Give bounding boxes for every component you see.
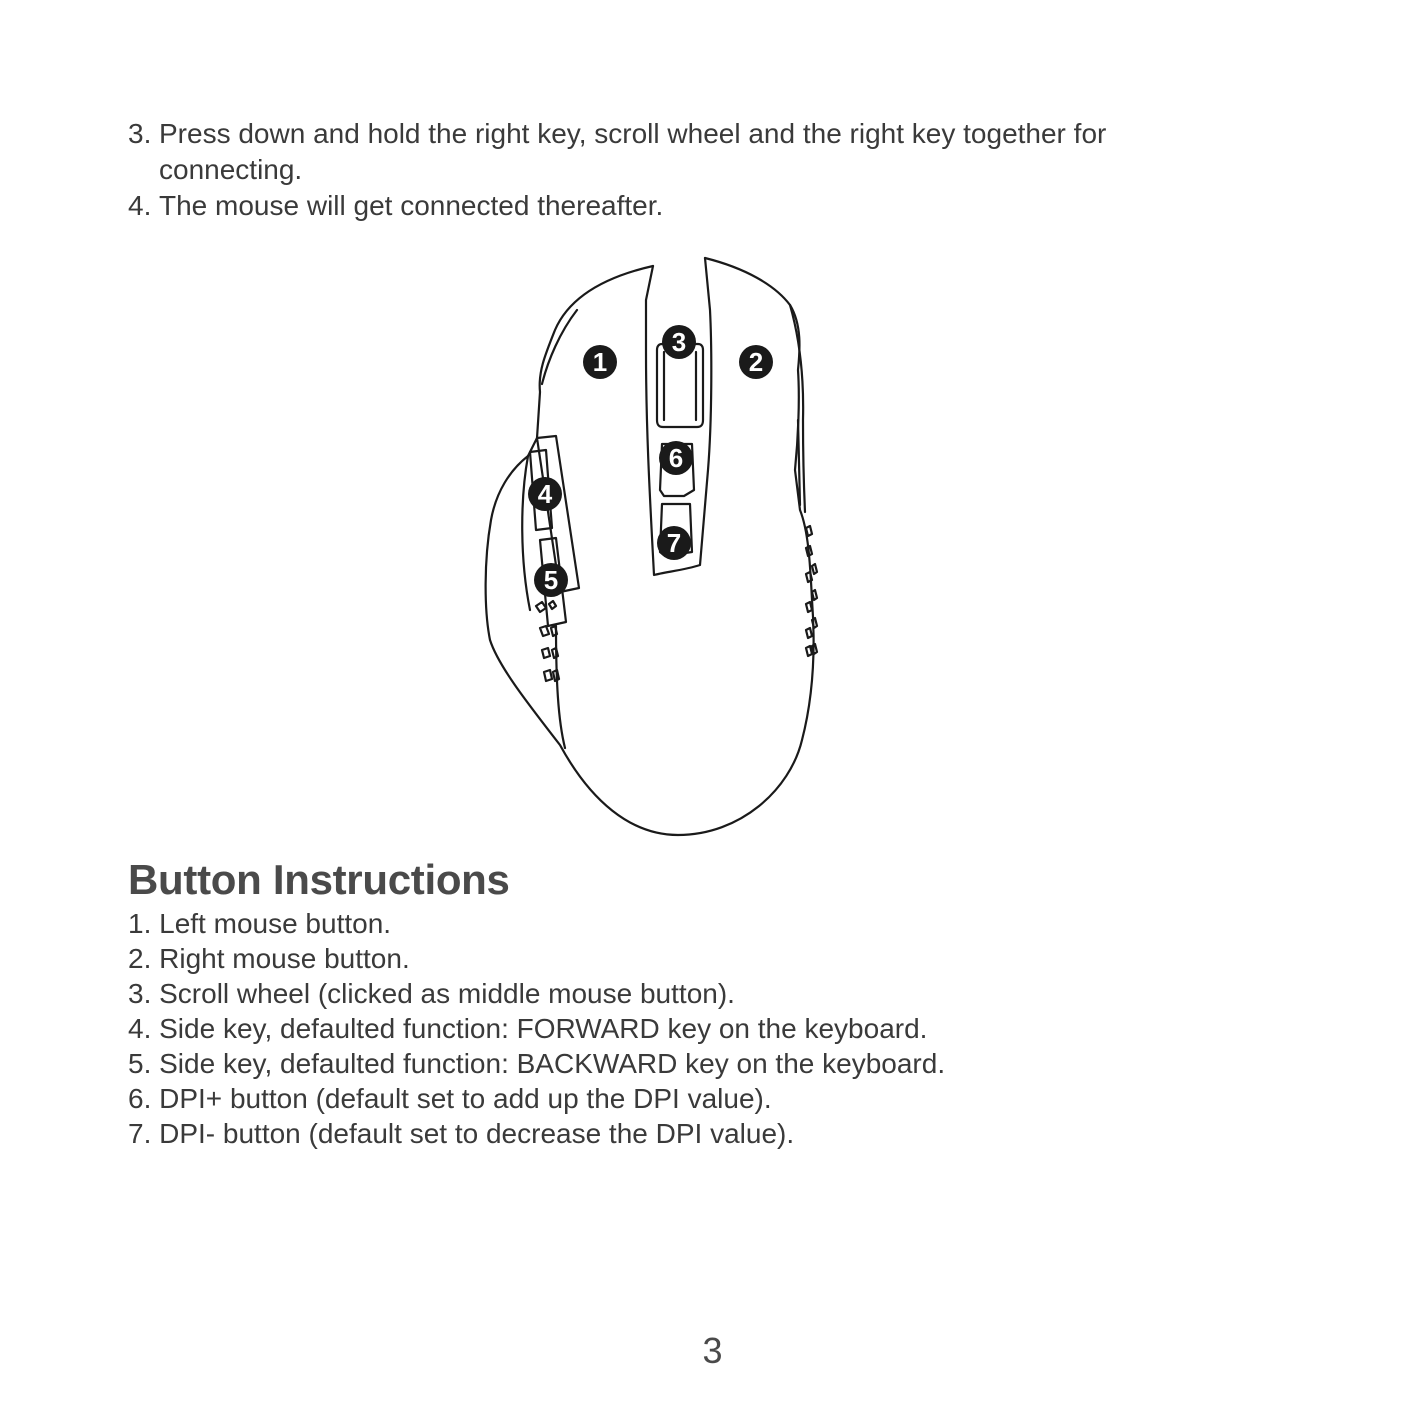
step-text: Press down and hold the right key, scroll wheel and the right key together for connecting.: [159, 118, 1107, 185]
step-item: [128, 188, 1228, 224]
callout-6: [659, 441, 693, 475]
callout-3: [662, 325, 696, 359]
callout-3-label: 3: [671, 327, 687, 357]
callout-2-label: 2: [748, 347, 764, 377]
list-item: 4. Side key, defaulted function: FORWARD key on the keyboard.: [128, 1013, 928, 1044]
button-instructions-list: [128, 906, 945, 1151]
step-text: The mouse will get connected thereafter.: [159, 190, 664, 221]
step-number: 4.: [128, 190, 152, 221]
list-item: 3. Scroll wheel (clicked as middle mouse button).: [128, 978, 735, 1009]
section-title: Button Instructions: [128, 856, 510, 903]
list-item: 6. DPI+ button (default set to add up the DPI value).: [128, 1083, 772, 1114]
callout-7: [657, 526, 691, 560]
mouse-body-outline: [486, 258, 814, 835]
callout-7-label: 7: [666, 528, 682, 558]
callout-4: [528, 477, 562, 511]
list-item: 7. DPI- button (default set to decrease the DPI value).: [128, 1118, 795, 1149]
callout-1-label: 1: [592, 347, 608, 377]
callout-6-label: 6: [668, 443, 684, 473]
mouse-diagram: [470, 252, 840, 842]
callout-4-label: 4: [537, 479, 553, 509]
list-item: 1. Left mouse button.: [128, 908, 392, 939]
list-item: 2. Right mouse button.: [128, 943, 410, 974]
callout-5-label: 5: [543, 565, 559, 595]
callout-2: [739, 345, 773, 379]
page-number: 3: [702, 1330, 723, 1371]
list-item: 5. Side key, defaulted function: BACKWARD key on the keyboard.: [128, 1048, 946, 1079]
step-number: 3.: [128, 118, 152, 149]
connection-steps: [128, 116, 1228, 224]
callout-5: [534, 563, 568, 597]
step-item: [128, 116, 1228, 188]
callout-1: [583, 345, 617, 379]
